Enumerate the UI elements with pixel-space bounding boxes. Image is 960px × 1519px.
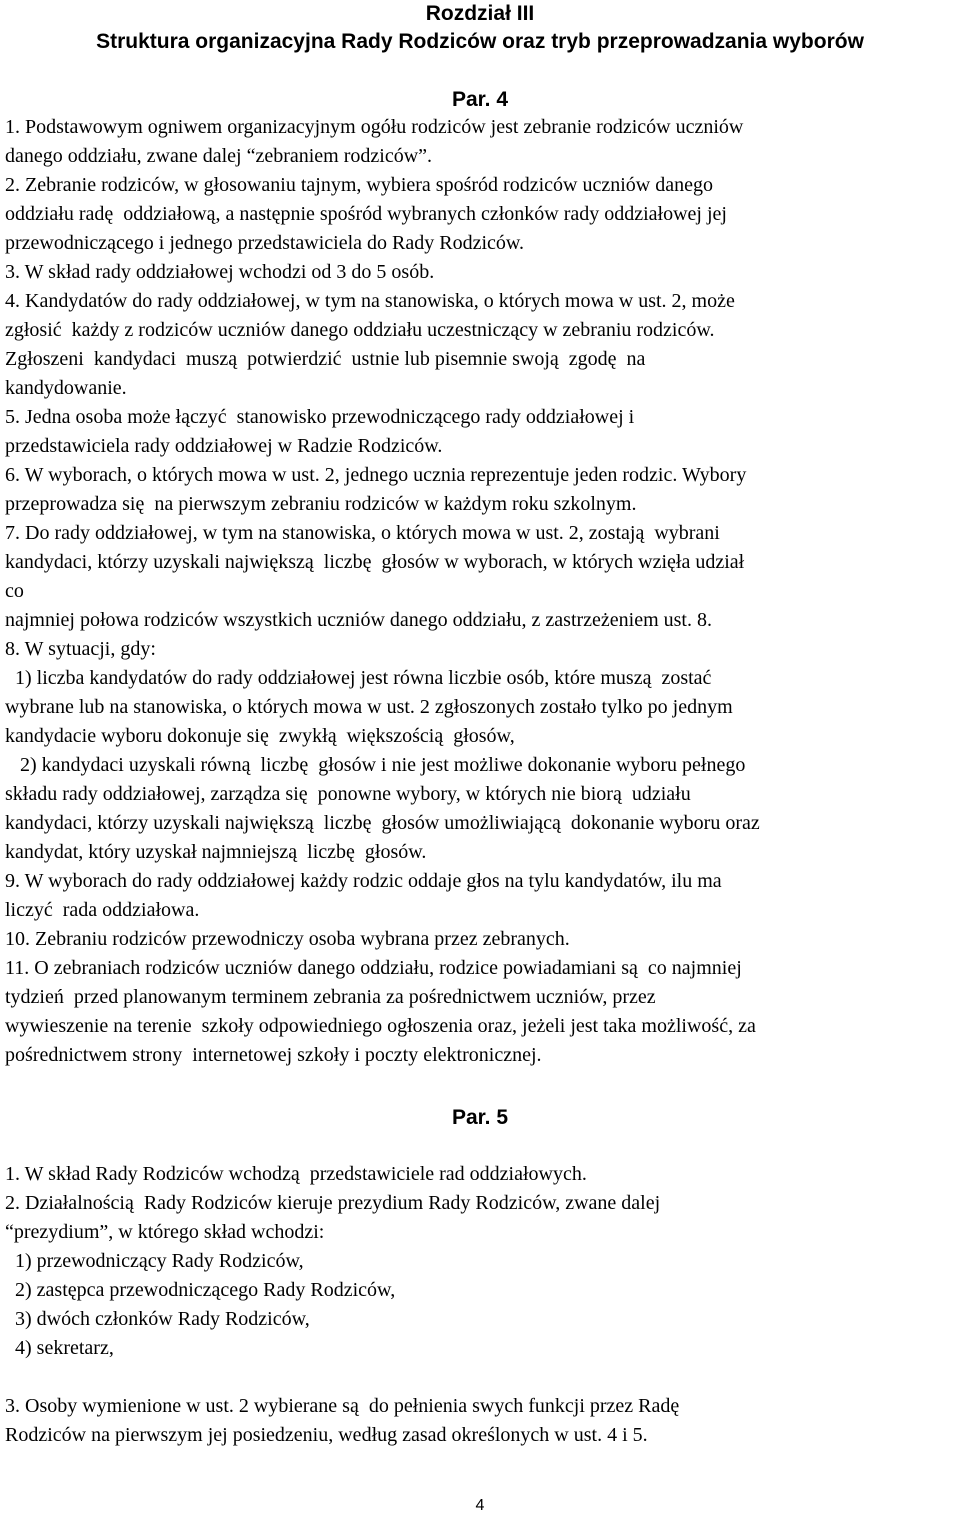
paragraph-line: kandydaci, którzy uzyskali największą liczbę głosów w wyborach, w których wzięła udział <box>5 551 745 573</box>
section-heading-par5: Par. 5 <box>451 1106 509 1129</box>
paragraph-line: Rodziców na pierwszym jej posiedzeniu, według zasad określonych w ust. 4 i 5. <box>5 1424 648 1446</box>
paragraph-line: co <box>5 580 24 602</box>
paragraph-line: 5. Jedna osoba może łączyć stanowisko przewodniczącego rady oddziałowej i <box>5 406 635 428</box>
paragraph-line: przewodniczącego i jednego przedstawiciela do Rady Rodziców. <box>5 232 525 254</box>
paragraph-line: 2. Zebranie rodziców, w głosowaniu tajnym, wybiera spośród rodziców uczniów danego <box>5 174 713 196</box>
paragraph-line: pośrednictwem strony internetowej szkoły i poczty elektronicznej. <box>5 1044 542 1066</box>
paragraph-line: 4. Kandydatów do rady oddziałowej, w tym na stanowiska, o których mowa w ust. 2, może <box>5 290 735 312</box>
paragraph-line: 10. Zebraniu rodziców przewodniczy osoba wybrana przez zebranych. <box>5 928 570 950</box>
paragraph-line: danego oddziału, zwane dalej “zebraniem rodziców”. <box>5 145 433 167</box>
paragraph-line: 4) sekretarz, <box>5 1337 114 1359</box>
paragraph-line: przedstawiciela rady oddziałowej w Radzie Rodziców. <box>5 435 443 457</box>
paragraph-line: najmniej połowa rodziców wszystkich uczniów danego oddziału, z zastrzeżeniem ust. 8. <box>5 609 712 631</box>
paragraph-line: 2) kandydaci uzyskali równą liczbę głosów i nie jest możliwe dokonanie wyboru pełnego <box>5 754 746 776</box>
paragraph-line: 8. W sytuacji, gdy: <box>5 638 156 660</box>
paragraph-line: 1) liczba kandydatów do rady oddziałowej jest równa liczbie osób, które muszą zostać <box>5 667 712 689</box>
paragraph-line: kandydacie wyboru dokonuje się zwykłą większością głosów, <box>5 725 515 747</box>
paragraph-line: 1. W skład Rady Rodziców wchodzą przedstawiciele rad oddziałowych. <box>5 1163 587 1185</box>
paragraph-line: 7. Do rady oddziałowej, w tym na stanowiska, o których mowa w ust. 2, zostają wybrani <box>5 522 720 544</box>
paragraph-line: Zgłoszeni kandydaci muszą potwierdzić ustnie lub pisemnie swoją zgodę na <box>5 348 646 370</box>
paragraph-line: 3. Osoby wymienione w ust. 2 wybierane są do pełnienia swych funkcji przez Radę <box>5 1395 680 1417</box>
paragraph-line: 11. O zebraniach rodziców uczniów danego oddziału, rodzice powiadamiani są co najmniej <box>5 957 742 979</box>
paragraph-line: wywieszenie na terenie szkoły odpowiedniego ogłoszenia oraz, jeżeli jest taka możliwość, za <box>5 1015 756 1037</box>
paragraph-line: kandydaci, którzy uzyskali największą liczbę głosów umożliwiającą dokonanie wyboru oraz <box>5 812 760 834</box>
section-heading-par4: Par. 4 <box>451 88 509 111</box>
paragraph-line: 3) dwóch członków Rady Rodziców, <box>5 1308 310 1330</box>
paragraph-line: tydzień przed planowanym terminem zebrania za pośrednictwem uczniów, przez <box>5 986 656 1008</box>
paragraph-line: kandydowanie. <box>5 377 127 399</box>
paragraph-line: przeprowadza się na pierwszym zebraniu rodziców w każdym roku szkolnym. <box>5 493 637 515</box>
paragraph-line: składu rady oddziałowej, zarządza się ponowne wybory, w których nie biorą udziału <box>5 783 691 805</box>
paragraph-line: “prezydium”, w którego skład wchodzi: <box>5 1221 325 1243</box>
paragraph-line: zgłosić każdy z rodziców uczniów danego oddziału uczestniczący w zebraniu rodziców. <box>5 319 715 341</box>
paragraph-line: oddziału radę oddziałową, a następnie spośród wybranych członków rady oddziałowej jej <box>5 203 727 225</box>
paragraph-line: 1) przewodniczący Rady Rodziców, <box>5 1250 304 1272</box>
paragraph-line: liczyć rada oddziałowa. <box>5 899 200 921</box>
paragraph-line: 1. Podstawowym ogniwem organizacyjnym ogółu rodziców jest zebranie rodziców uczniów <box>5 116 744 138</box>
paragraph-line: 6. W wyborach, o których mowa w ust. 2, jednego ucznia reprezentuje jeden rodzic. Wybory <box>5 464 747 486</box>
paragraph-line: 2. Działalnością Rady Rodziców kieruje prezydium Rady Rodziców, zwane dalej <box>5 1192 661 1214</box>
paragraph-line: 2) zastępca przewodniczącego Rady Rodziców, <box>5 1279 396 1301</box>
paragraph-line: 3. W skład rady oddziałowej wchodzi od 3 do 5 osób. <box>5 261 435 283</box>
paragraph-line: wybrane lub na stanowiska, o których mowa w ust. 2 zgłoszonych zostało tylko po jednym <box>5 696 733 718</box>
chapter-title: Rozdział III <box>425 2 535 25</box>
paragraph-line: 9. W wyborach do rady oddziałowej każdy rodzic oddaje głos na tylu kandydatów, ilu ma <box>5 870 722 892</box>
page-number: 4 <box>475 1497 485 1514</box>
paragraph-line: kandydat, który uzyskał najmniejszą liczbę głosów. <box>5 841 427 863</box>
chapter-subtitle: Struktura organizacyjna Rady Rodziców oraz tryb przeprowadzania wyborów <box>96 30 864 53</box>
